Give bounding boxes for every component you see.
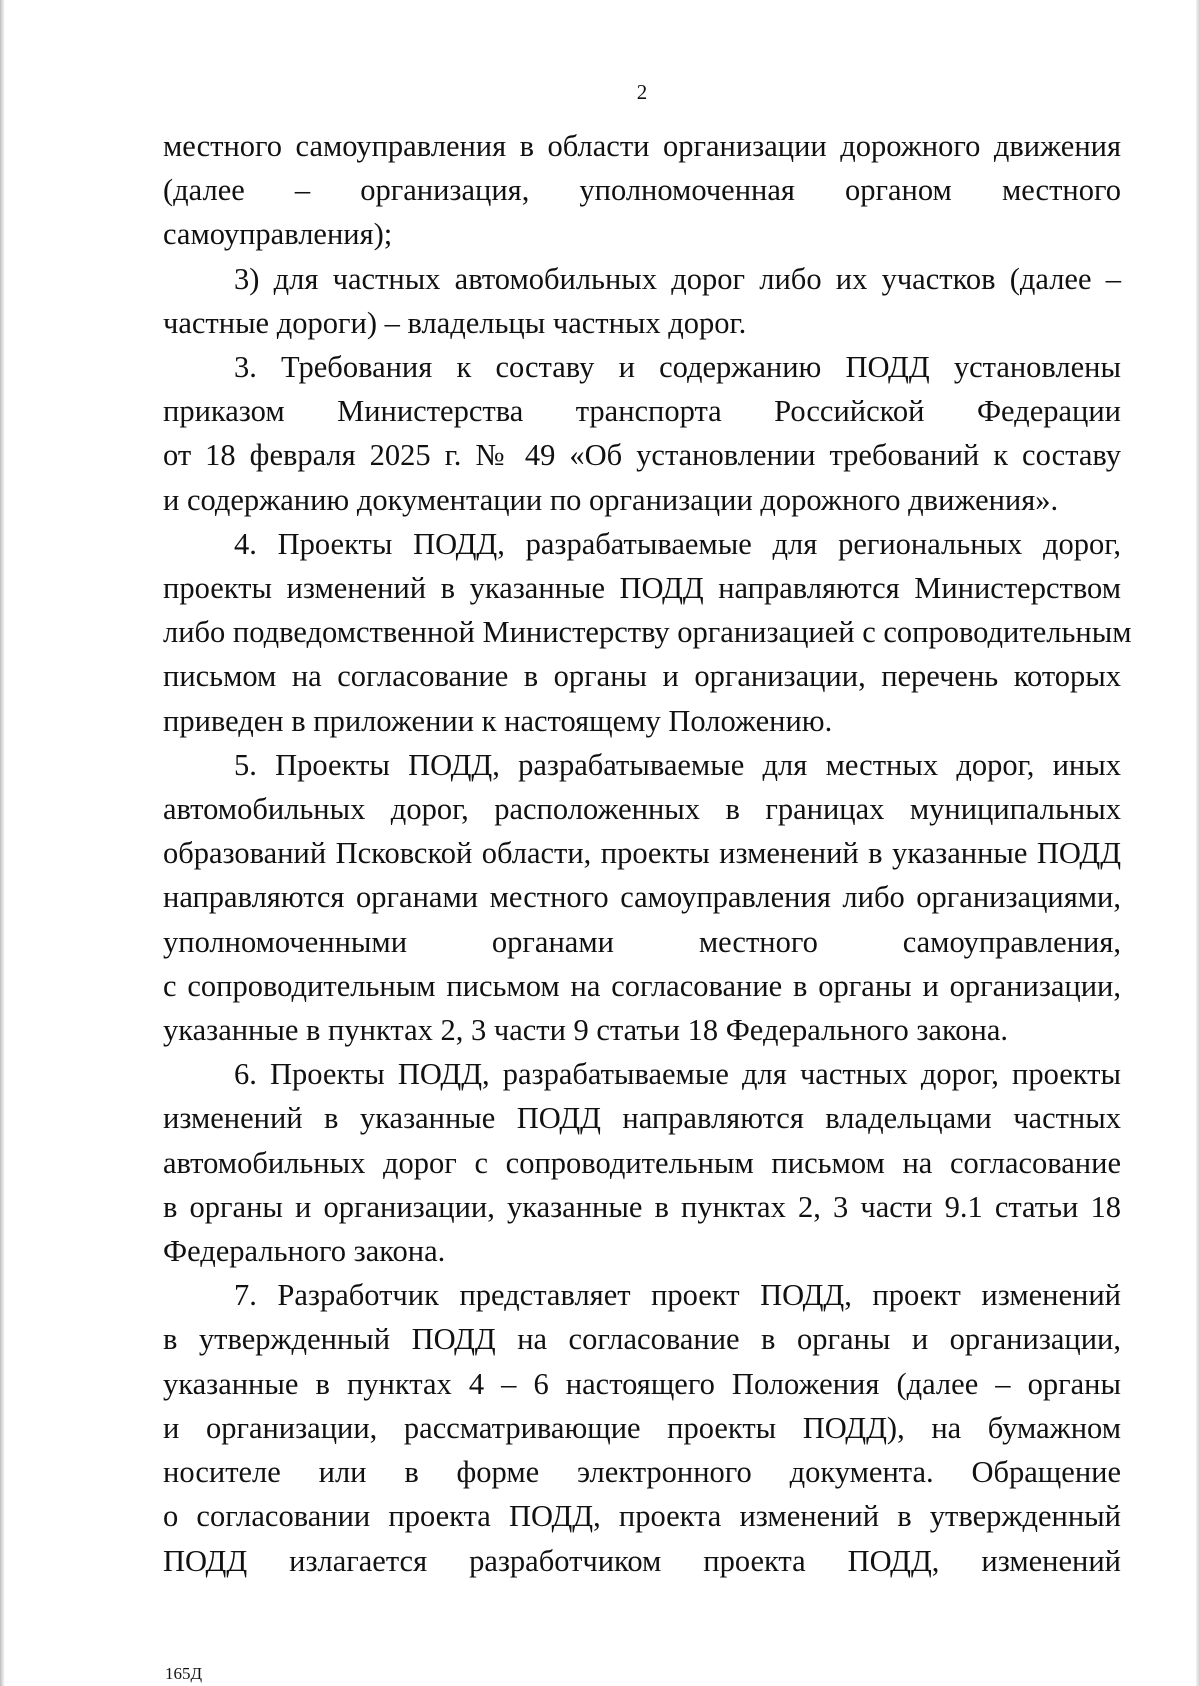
text-line: 5. Проекты ПОДД, разрабатываемые для местных дорог, иных (234, 747, 1121, 782)
text-line: 3) для частных автомобильных дорог либо их участков (далее – (234, 261, 1121, 296)
text-line: проекты изменений в указанные ПОДД направляются Министерством (163, 571, 1121, 606)
text-line: ПОДД излагается разработчиком проекта ПОДД, изменений (163, 1543, 1121, 1578)
text-line: автомобильных дорог, расположенных в границах муниципальных (163, 792, 1121, 827)
text-line: либо подведомственной Министерству организацией с сопроводительным (163, 615, 1132, 650)
text-line: о согласовании проекта ПОДД, проекта изменений в утвержденный (163, 1499, 1121, 1534)
text-line: направляются органами местного самоуправления либо организациями, (163, 880, 1121, 915)
paragraph-continuation (163, 124, 1121, 257)
paragraph-point-7 (163, 1273, 1121, 1582)
scan-edge-right (1196, 0, 1200, 1686)
text-line: образований Псковской области, проекты изменений в указанные ПОДД (163, 836, 1121, 871)
paragraph-point-3 (163, 345, 1121, 522)
text-line: от 18 февраля 2025 г. № 49 «Об установлении требований к составу (163, 438, 1121, 473)
text-line: приведен в приложении к настоящему Положению. (163, 703, 833, 738)
text-line: указанные в пунктах 2, 3 части 9 статьи 18 Федерального закона. (163, 1013, 1008, 1048)
text-line: (далее – организация, уполномоченная органом местного (163, 173, 1121, 208)
text-line: с сопроводительным письмом на согласование в органы и организации, (163, 968, 1121, 1003)
text-line: письмом на согласование в органы и организации, перечень которых (163, 659, 1121, 694)
text-line: и содержанию документации по организации дорожного движения». (163, 482, 1059, 517)
paragraph-point-6 (163, 1052, 1121, 1273)
text-line: Федерального закона. (163, 1234, 446, 1269)
document-code: 165Д (165, 1664, 203, 1683)
text-line: 7. Разработчик представляет проект ПОДД, проект изменений (234, 1278, 1121, 1313)
text-line: указанные в пунктах 4 – 6 настоящего Положения (далее – органы (163, 1366, 1121, 1401)
text-line: самоуправления); (163, 217, 393, 252)
text-line: уполномоченными органами местного самоуправления, (163, 924, 1121, 959)
scan-edge-left (0, 0, 5, 1686)
text-line: изменений в указанные ПОДД направляются владельцами частных (163, 1101, 1121, 1136)
text-line: приказом Министерства транспорта Российской Федерации (163, 394, 1121, 429)
paragraph-point-5 (163, 743, 1121, 1052)
text-line: 6. Проекты ПОДД, разрабатываемые для частных дорог, проекты (234, 1057, 1121, 1092)
text-line: носителе или в форме электронного документа. Обращение (163, 1455, 1121, 1490)
paragraph-point-4 (163, 522, 1132, 743)
text-line: и организации, рассматривающие проекты ПОДД), на бумажном (163, 1410, 1121, 1445)
document-body (163, 124, 1132, 1583)
page-number: 2 (636, 80, 648, 104)
text-line: 3. Требования к составу и содержанию ПОДД установлены (234, 350, 1121, 385)
text-line: автомобильных дорог с сопроводительным письмом на согласование (163, 1145, 1121, 1180)
text-line: частные дороги) – владельцы частных дорог. (163, 305, 747, 340)
text-line: в органы и организации, указанные в пунктах 2, 3 части 9.1 статьи 18 (163, 1189, 1121, 1224)
paragraph-item-3 (163, 257, 1121, 345)
text-line: 4. Проекты ПОДД, разрабатываемые для региональных дорог, (234, 526, 1121, 561)
text-line: местного самоуправления в области организации дорожного движения (163, 129, 1121, 163)
text-line: в утвержденный ПОДД на согласование в органы и организации, (163, 1322, 1121, 1357)
